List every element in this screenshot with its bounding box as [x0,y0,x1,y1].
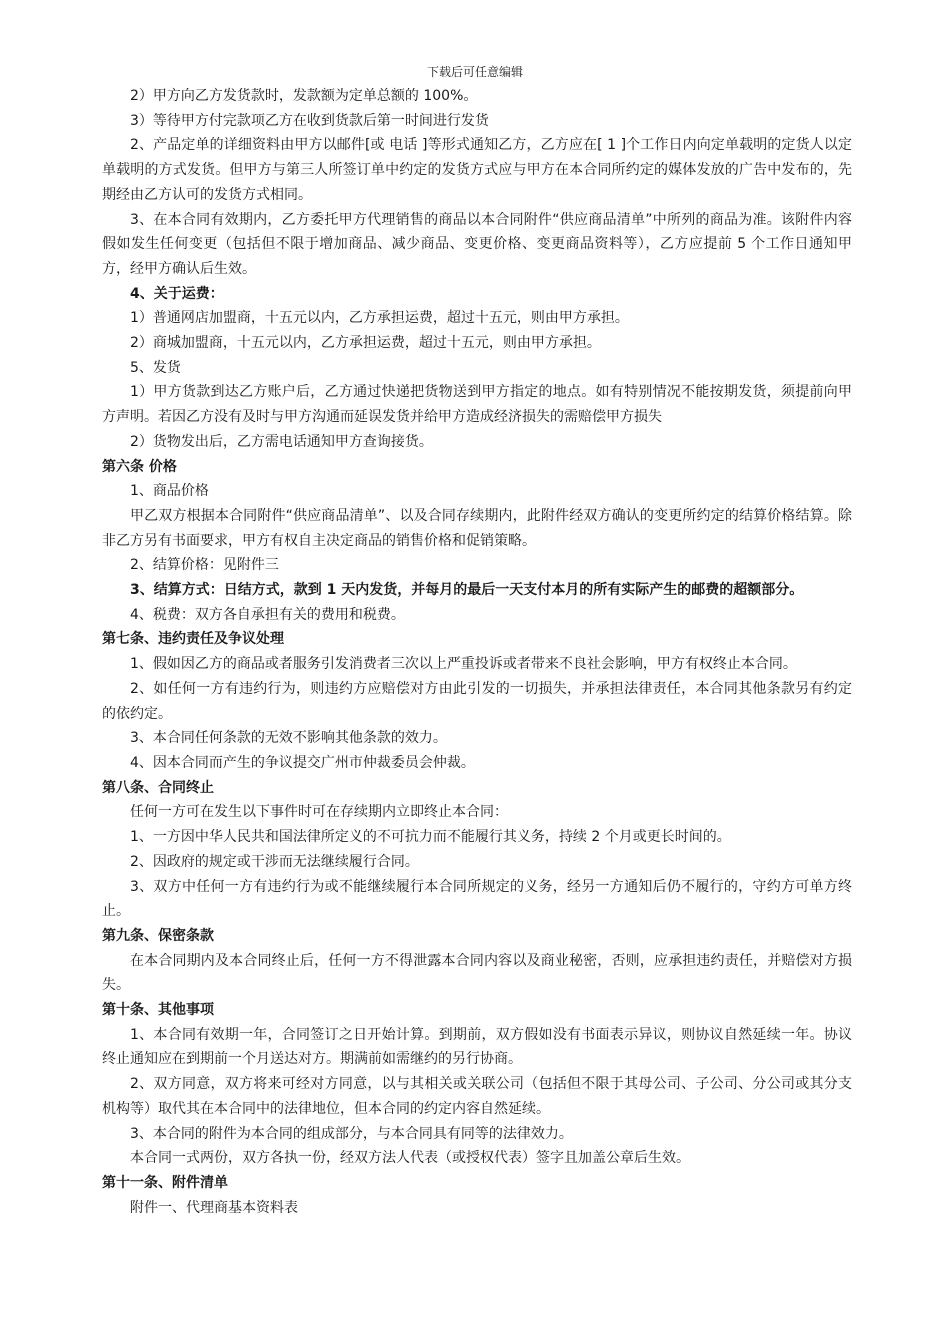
paragraph: 1、本合同有效期一年，合同签订之日开始计算。到期前，双方假如没有书面表示异议，则协议自然延续一年。协议终止通知应在到期前一个月送达对方。期满前如需继约的另行协商。 [102,1026,852,1068]
paragraph: 2）甲方向乙方发货款时，发款额为定单总额的 100%。 [130,88,478,104]
paragraph: 本合同一式两份，双方各执一份，经双方法人代表（或授权代表）签字且加盖公章后生效。 [130,1150,690,1167]
section-heading-other: 第十条、其他事项 [102,1002,214,1019]
paragraph: 3、本合同任何条款的无效不影响其他条款的效力。 [130,730,447,747]
paragraph: 1、一方因中华人民共和国法律所定义的不可抗力而不能履行其义务，持续 2 个月或更长时间的。 [130,829,731,846]
paragraph: 4、税费：双方各自承担有关的费用和税费。 [130,606,405,623]
subheading-freight: 4、关于运费： [130,285,224,302]
section-heading-confidentiality: 第九条、保密条款 [102,927,214,944]
paragraph: 3、在本合同有效期内，乙方委托甲方代理销售的商品以本合同附件“供应商品清单”中所列的商品为准。该附件内容假如发生任何变更（包括但不限于增加商品、减少商品、变更价格、变更商品资料等），乙方应提前 5 个工作日通知甲方，经甲方确认后生效。 [102,211,852,277]
paragraph: 3、双方中任何一方有违约行为或不能继续履行本合同所规定的义务，经另一方通知后仍不履行的，守约方可单方终止。 [102,878,852,920]
paragraph: 附件一、代理商基本资料表 [130,1199,298,1216]
paragraph: 5、发货 [130,359,181,376]
paragraph: 1、假如因乙方的商品或者服务引发消费者三次以上严重投诉或者带来不良社会影响，甲方有权终止本合同。 [130,656,797,673]
paragraph: 任何一方可在发生以下事件时可在存续期内立即终止本合同： [130,804,508,821]
paragraph: 1）普通网店加盟商，十五元以内，乙方承担运费，超过十五元，则由甲方承担。 [130,310,629,327]
paragraph: 3）等待甲方付完款项乙方在收到货款后第一时间进行发货 [130,112,489,129]
paragraph: 2、产品定单的详细资料由甲方以邮件[或 电话 ]等形式通知乙方，乙方应在[ 1 ]个工作日内向定单载明的定货人以定单载明的方式发货。但甲方与第三人所签订单中约定的发货方式应与甲方在本合同所约定的媒体发放的广告中发布的，先期经由乙方认可的发货方式相同。 [102,137,852,203]
section-heading-attachments: 第十一条、附件清单 [102,1174,228,1191]
paragraph: 2、因政府的规定或干涉而无法继续履行合同。 [130,853,419,870]
paragraph: 甲乙双方根据本合同附件“供应商品清单”、以及合同存续期内，此附件经双方确认的变更所约定的结算价格结算。除非乙方另有书面要求，甲方有权自主决定商品的销售价格和促销策略。 [102,507,852,549]
paragraph: 2）货物发出后，乙方需电话通知甲方查询接货。 [130,433,433,450]
paragraph: 3、本合同的附件为本合同的组成部分，与本合同具有同等的法律效力。 [130,1125,573,1142]
section-heading-liability: 第七条、违约责任及争议处理 [102,631,284,648]
settlement-method: 3、结算方式：日结方式，款到 1 天内发货，并每月的最后一天支付本月的所有实际产生的邮费的超额部分。 [130,582,804,599]
paragraph: 2）商城加盟商，十五元以内，乙方承担运费，超过十五元，则由甲方承担。 [130,335,601,352]
paragraph: 1、商品价格 [130,483,209,500]
paragraph: 在本合同期内及本合同终止后，任何一方不得泄露本合同内容以及商业秘密，否则，应承担违约责任，并赔偿对方损失。 [102,952,852,994]
paragraph: 2、双方同意，双方将来可经对方同意，以与其相关或关联公司（包括但不限于其母公司、子公司、分公司或其分支机构等）取代其在本合同中的法律地位，但本合同的约定内容自然延续。 [102,1076,852,1117]
section-heading-price: 第六条 价格 [102,458,177,475]
section-heading-termination: 第八条、合同终止 [102,779,214,796]
paragraph: 1）甲方货款到达乙方账户后，乙方通过快递把货物送到甲方指定的地点。如有特别情况不能按期发货，须提前向甲方声明。若因乙方没有及时与甲方沟通而延误发货并给甲方造成经济损失的需赔偿甲方损失 [102,384,852,426]
page-header: 下载后可任意编辑 [426,65,523,79]
paragraph: 4、因本合同而产生的争议提交广州市仲裁委员会仲裁。 [130,754,475,771]
paragraph: 2、如任何一方有违约行为，则违约方应赔偿对方由此引发的一切损失，并承担法律责任，本合同其他条款另有约定的依约定。 [102,680,852,722]
paragraph: 2、结算价格：见附件三 [130,557,279,574]
document-body [102,84,852,1220]
